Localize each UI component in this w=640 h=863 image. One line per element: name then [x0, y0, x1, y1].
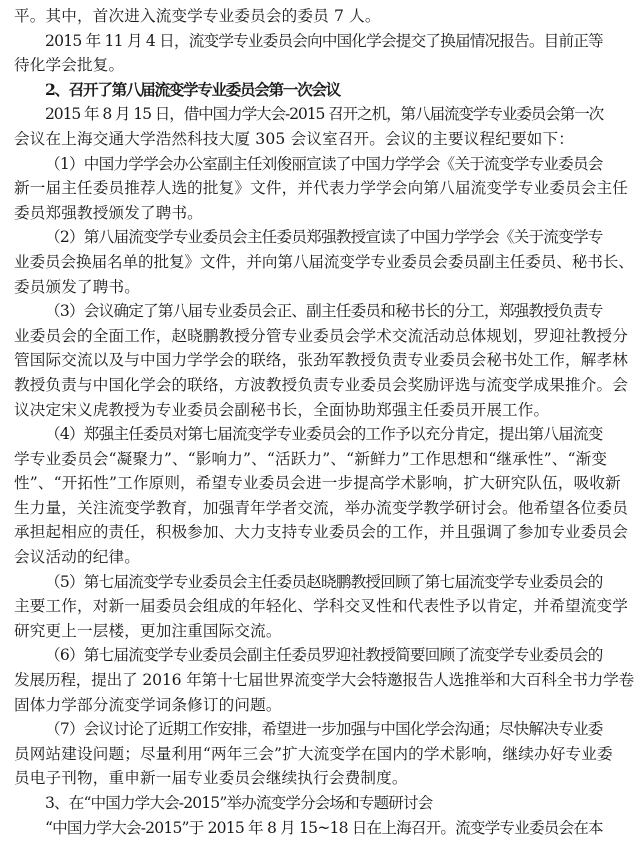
text-line: 业委员会的全面工作，赵晓鹏教授分管专业委员会学术交流活动总体规划，罗迎社教授分: [14, 326, 629, 345]
text-line: 生力量，关注流变学教育，加强青年学者交流，举办流变学教学研讨会。他希望各位委员: [14, 498, 629, 517]
text-line: “中国力学大会-2015”于 2015 年 8 月 15~18 日在上海召开。流变学专业委员会在本: [45, 818, 603, 837]
text-line: 承担起相应的责任，积极参加、大力支持专业委员会的工作，并且强调了参加专业委员会: [14, 523, 629, 542]
text-line: 3、在“中国力学大会-2015”举办流变学分会场和专题研讨会: [45, 794, 433, 812]
text-line: 固体力学部分流变学词条修订的问题。: [14, 695, 282, 714]
text-line: 员电子刊物，重申新一届专业委员会继续执行会费制度。: [14, 769, 408, 788]
text-line: （2）第八届流变学专业委员会主任委员郑强教授宣读了中国力学学会《关于流变学专: [45, 228, 603, 247]
text-line: （6）第七届流变学专业委员会副主任委员罗迎社教授简要回顾了流变学专业委员会的: [45, 646, 603, 665]
section-heading: 2、召开了第八届流变学专业委员会第一次会议: [45, 79, 340, 99]
text-line: （4）郑强主任委员对第七届流变学专业委员会的工作予以充分肯定，提出第八届流变: [45, 425, 603, 444]
text-line: 会议在上海交通大学浩然科技大厦 305 会议室召开。会议的主要议程纪要如下：: [14, 129, 574, 148]
text-line: （5）第七届流变学专业委员会主任委员赵晓鹏教授回顾了第七届流变学专业委员会的: [45, 572, 603, 591]
text-line: （7）会议讨论了近期工作安排，希望进一步加强与中国化学会沟通；尽快解决专业委: [45, 720, 603, 739]
text-line: 业委员会换届名单的批复》文件，并向第八届流变学专业委员会委员副主任委员、秘书长、: [14, 252, 634, 271]
text-line: 委员颁发了聘书。: [14, 277, 140, 296]
text-line: 2015 年 11 月 4 日，流变学专业委员会向中国化学会提交了换届情况报告。目前正等: [45, 31, 603, 50]
text-line: 研究更上一层楼，更加注重国际交流。: [14, 621, 282, 640]
text-line: 新一届主任委员推荐人选的批复》文件，并代表力学学会向第八届流变学专业委员会主任: [14, 179, 629, 198]
text-line: 会议活动的纪律。: [14, 548, 140, 567]
text-line: 议决定宋义虎教授为专业委员会副秘书长，全面协助郑强主任委员开展工作。: [14, 400, 550, 419]
text-line: 委员郑强教授颁发了聘书。: [14, 203, 203, 222]
text-line: 待化学会批复。: [14, 56, 125, 75]
text-line: 管国际交流以及与中国力学学会的联络，张劲军教授负责专业委员会秘书处工作，解孝林: [14, 351, 629, 370]
text-line: 平。其中，首次进入流变学专业委员会的委员 7 人。: [14, 7, 381, 25]
text-line: 性”、“开拓性”工作原则，希望专业委员会进一步提高学术影响，扩大研究队伍，吸收新: [14, 474, 621, 493]
text-line: 学专业委员会“凝聚力”、“影响力”、“活跃力”、“新鲜力”工作思想和“继承性”、“渐变: [14, 449, 608, 468]
document-body: [14, 4, 634, 840]
text-line: 发展历程，提出了 2016 年第十七届世界流变学大会特邀报告人选推举和大百科全书力学卷: [14, 671, 635, 690]
text-line: 2015 年 8 月 15 日，借中国力学大会-2015 召开之机，第八届流变学专业委员会第一次: [45, 105, 604, 124]
text-line: （3）会议确定了第八届专业委员会正、副主任委员和秘书长的分工，郑强教授负责专: [45, 302, 603, 321]
text-line: （1）中国力学学会办公室副主任刘俊丽宣读了中国力学学会《关于流变学专业委员会: [45, 154, 603, 173]
text-line: 教授负责与中国化学会的联络，方波教授负责专业委员会奖励评选与流变学成果推介。会: [14, 375, 629, 394]
text-line: 员网站建设问题；尽量利用“两年三会”扩大流变学在国内的学术影响，继续办好专业委: [14, 744, 613, 763]
text-line: 主要工作，对新一届委员会组成的年轻化、学科交叉性和代表性予以肯定，并希望流变学: [14, 597, 629, 616]
